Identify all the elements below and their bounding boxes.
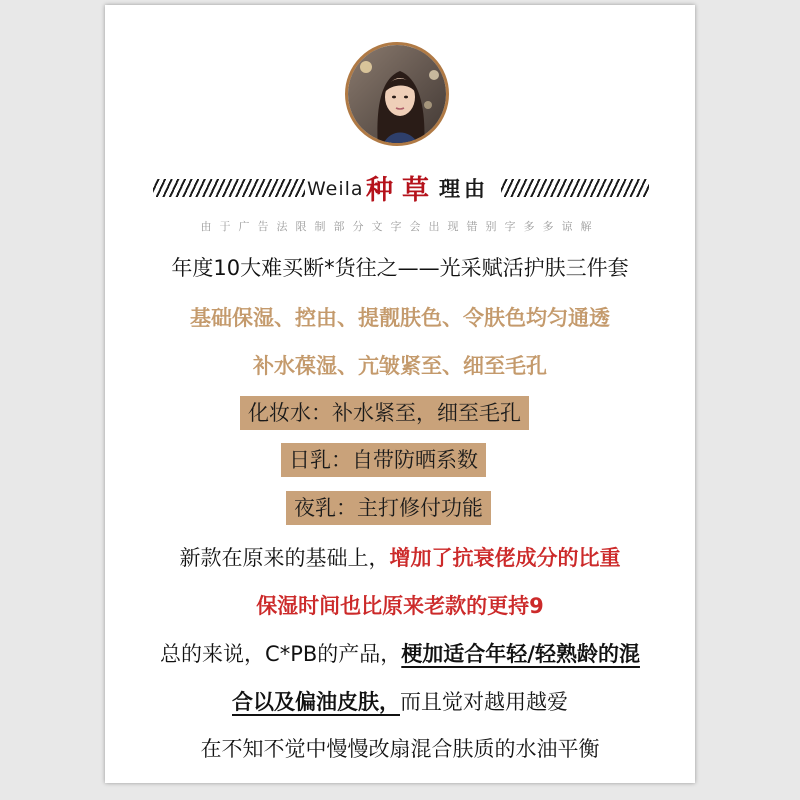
tag-night-emulsion: 夜乳：主打修付功能: [286, 491, 491, 525]
hatch-decoration-left: [153, 179, 305, 197]
brand-name: Weila: [307, 178, 364, 200]
line-product-title: 年度10大难买断*货往之——光采赋活护肤三件套: [171, 256, 629, 280]
line-balance: 在不知不觉中慢慢改扇混合肤质的水油平衡: [200, 737, 600, 761]
content-card: [105, 5, 695, 783]
disclaimer-text: 由于广告法限制部分文字会出现错别字多多谅解: [200, 220, 600, 233]
line-new-formula-prefix: 新款在原来的基础上，: [179, 546, 390, 570]
line-skin-type: [105, 686, 695, 716]
line-skin-type-suffix: 而且觉对越用越爱: [400, 690, 568, 714]
line-benefits-2: 补水葆湿、亢皱紧至、细至毛孔: [253, 354, 547, 378]
line-summary-prefix: 总的来说，C*PB的产品，: [160, 642, 402, 666]
heading-char-zhong: 种: [366, 175, 393, 206]
hatch-decoration-right: [501, 179, 649, 197]
heading-char-cao: 草: [402, 175, 429, 206]
line-moisture-duration: 保湿时间也比原来老款的更持9: [256, 594, 544, 618]
tag-day-emulsion: 日乳：自带防晒系数: [281, 443, 486, 477]
line-summary: [105, 638, 695, 668]
section-heading: [105, 168, 695, 212]
heading-liyou: 理由: [439, 177, 489, 201]
line-new-formula: [105, 542, 695, 572]
line-summary-underlined: 梗加适合年轻/轻熟龄的混: [401, 642, 640, 666]
line-benefits-1: 基础保湿、控由、提靓肤色、令肤色均匀通透: [190, 306, 610, 330]
line-new-formula-highlight: 增加了抗衰佬成分的比重: [389, 546, 621, 570]
line-skin-type-underlined: 合以及偏油皮肤，: [232, 690, 400, 714]
avatar: [345, 42, 449, 146]
tag-toner: 化妆水：补水紧至，细至毛孔: [240, 396, 529, 430]
